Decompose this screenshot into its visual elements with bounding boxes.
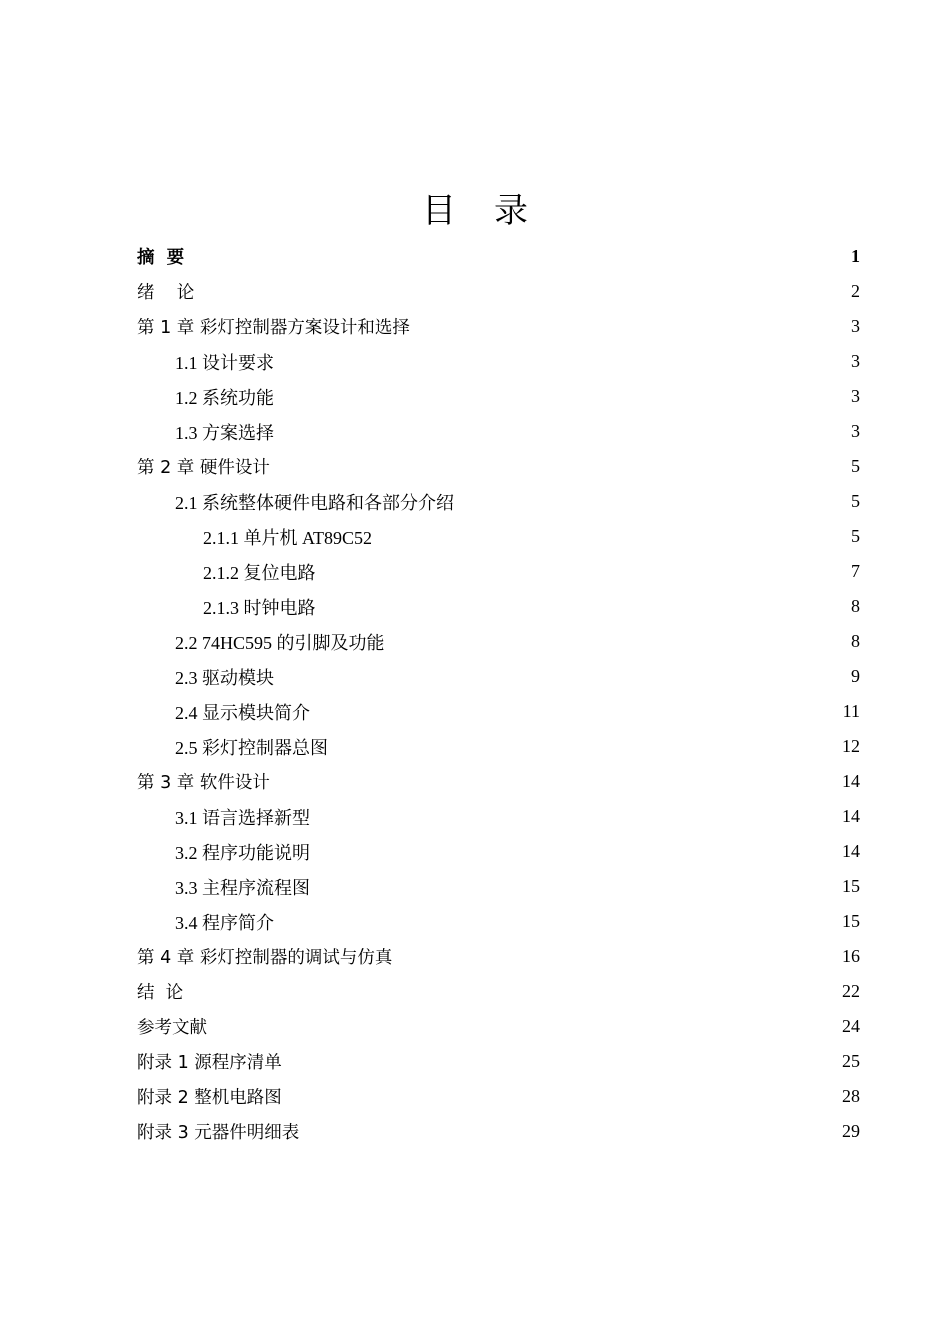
toc-entry-page-number: 5 bbox=[851, 491, 860, 511]
toc-entry-page-number: 11 bbox=[842, 701, 860, 721]
toc-entry-label: 2.5 彩灯控制器总图 bbox=[175, 737, 328, 758]
toc-entry[interactable] bbox=[137, 1114, 860, 1149]
toc-entry-page-number: 3 bbox=[851, 351, 860, 371]
toc-entry-label: 第 3 章 软件设计 bbox=[137, 773, 270, 793]
toc-entry-label: 附录 1 源程序清单 bbox=[137, 1053, 282, 1073]
toc-entry-page-number: 15 bbox=[842, 911, 860, 931]
toc-entry-page-number: 5 bbox=[851, 526, 860, 546]
toc-entry[interactable] bbox=[137, 414, 860, 449]
toc-entry-page-number: 24 bbox=[842, 1016, 860, 1036]
toc-entry-label: 2.1.1 单片机 AT89C52 bbox=[203, 527, 373, 548]
toc-entry[interactable] bbox=[137, 589, 860, 624]
toc-entry[interactable] bbox=[137, 379, 860, 414]
toc-entry[interactable] bbox=[137, 659, 860, 694]
toc-entry[interactable] bbox=[137, 519, 860, 554]
toc-entry[interactable] bbox=[137, 449, 860, 484]
toc-entry[interactable] bbox=[137, 344, 860, 379]
toc-entry-label: 第 2 章 硬件设计 bbox=[137, 458, 270, 478]
toc-entry-page-number: 15 bbox=[842, 876, 860, 896]
toc-entry-label: 参考文献 bbox=[137, 1018, 207, 1038]
toc-entry[interactable] bbox=[137, 554, 860, 589]
toc-entry[interactable] bbox=[137, 834, 860, 869]
toc-entry[interactable] bbox=[137, 309, 860, 344]
toc-entry[interactable] bbox=[137, 729, 860, 764]
toc-entry-label: 3.4 程序简介 bbox=[175, 912, 274, 933]
toc-entry-label: 第 1 章 彩灯控制器方案设计和选择 bbox=[137, 318, 410, 338]
toc-entry-label: 2.1 系统整体硬件电路和各部分介绍 bbox=[175, 492, 454, 513]
toc-entry-page-number: 9 bbox=[851, 666, 860, 686]
toc-entry[interactable] bbox=[137, 239, 860, 274]
toc-entry-label: 3.3 主程序流程图 bbox=[175, 877, 310, 898]
toc-entry-label: 2.1.2 复位电路 bbox=[203, 562, 316, 583]
toc-entry[interactable] bbox=[137, 1044, 860, 1079]
toc-entry-page-number: 7 bbox=[851, 561, 860, 581]
toc-entry-label: 附录 2 整机电路图 bbox=[137, 1088, 282, 1108]
toc-entry-label: 2.4 显示模块简介 bbox=[175, 702, 310, 723]
toc-entry-label: 1.3 方案选择 bbox=[175, 422, 274, 443]
toc-entry-label: 3.2 程序功能说明 bbox=[175, 842, 310, 863]
toc-entry-label: 摘 要 bbox=[137, 248, 185, 268]
table-of-contents bbox=[137, 239, 860, 1149]
toc-entry-label: 1.2 系统功能 bbox=[175, 387, 274, 408]
toc-entry[interactable] bbox=[137, 764, 860, 799]
toc-entry[interactable] bbox=[137, 904, 860, 939]
toc-entry-page-number: 29 bbox=[842, 1121, 860, 1141]
toc-entry-page-number: 25 bbox=[842, 1051, 860, 1071]
toc-entry-page-number: 3 bbox=[851, 386, 860, 406]
toc-entry[interactable] bbox=[137, 1009, 860, 1044]
toc-entry-page-number: 12 bbox=[842, 736, 860, 756]
toc-entry-page-number: 8 bbox=[851, 596, 860, 616]
toc-entry-page-number: 14 bbox=[842, 806, 860, 826]
toc-entry[interactable] bbox=[137, 694, 860, 729]
toc-entry-label: 2.1.3 时钟电路 bbox=[203, 597, 316, 618]
toc-entry[interactable] bbox=[137, 799, 860, 834]
toc-entry-label: 绪 论 bbox=[137, 283, 195, 303]
toc-entry-page-number: 16 bbox=[842, 946, 860, 966]
toc-entry[interactable] bbox=[137, 484, 860, 519]
toc-entry[interactable] bbox=[137, 974, 860, 1009]
toc-entry-page-number: 3 bbox=[851, 421, 860, 441]
toc-entry-page-number: 14 bbox=[842, 771, 860, 791]
toc-entry[interactable] bbox=[137, 939, 860, 974]
toc-entry-page-number: 1 bbox=[851, 246, 860, 266]
toc-entry-page-number: 2 bbox=[851, 281, 860, 301]
toc-entry-page-number: 28 bbox=[842, 1086, 860, 1106]
page-title: 目录 bbox=[422, 190, 566, 231]
toc-entry[interactable] bbox=[137, 869, 860, 904]
toc-entry[interactable] bbox=[137, 274, 860, 309]
toc-entry-page-number: 22 bbox=[842, 981, 860, 1001]
toc-entry-label: 2.3 驱动模块 bbox=[175, 667, 274, 688]
toc-entry[interactable] bbox=[137, 1079, 860, 1114]
toc-entry-page-number: 5 bbox=[851, 456, 860, 476]
toc-entry[interactable] bbox=[137, 624, 860, 659]
toc-entry-label: 第 4 章 彩灯控制器的调试与仿真 bbox=[137, 948, 393, 968]
toc-entry-page-number: 14 bbox=[842, 841, 860, 861]
toc-entry-label: 1.1 设计要求 bbox=[175, 352, 274, 373]
toc-entry-label: 附录 3 元器件明细表 bbox=[137, 1123, 300, 1143]
toc-entry-page-number: 8 bbox=[851, 631, 860, 651]
toc-entry-label: 2.2 74HC595 的引脚及功能 bbox=[175, 632, 385, 653]
toc-entry-label: 结 论 bbox=[137, 983, 184, 1003]
toc-entry-label: 3.1 语言选择新型 bbox=[175, 807, 310, 828]
toc-entry-page-number: 3 bbox=[851, 316, 860, 336]
